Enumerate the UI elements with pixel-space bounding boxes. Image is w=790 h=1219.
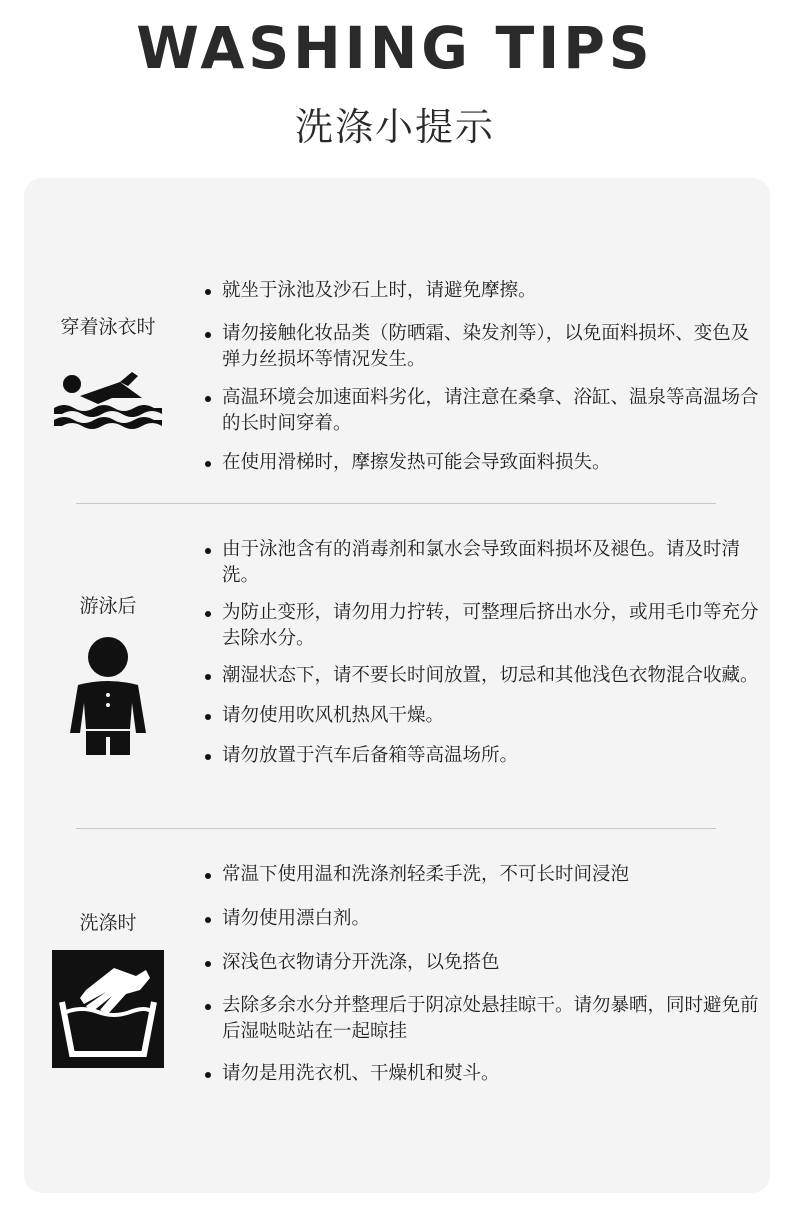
tip-item: 高温环境会加速面料劣化，请注意在桑拿、浴缸、温泉等高温场合的长时间穿着。 bbox=[202, 385, 762, 437]
tip-item: 在使用滑梯时，摩擦发热可能会导致面料损失。 bbox=[202, 450, 762, 476]
section-divider bbox=[76, 503, 716, 504]
tip-item: 请勿放置于汽车后备箱等高温场所。 bbox=[202, 743, 762, 769]
section-label: 游泳后 bbox=[79, 595, 137, 617]
tip-item: 潮湿状态下，请不要长时间放置，切忌和其他浅色衣物混合收藏。 bbox=[202, 663, 762, 689]
hand-wash-icon bbox=[52, 950, 164, 1072]
tip-item: 由于泳池含有的消毒剂和氯水会导致面料损坏及褪色。请及时清洗。 bbox=[202, 537, 762, 589]
swimmer-icon bbox=[50, 364, 166, 434]
tip-item: 为防止变形，请勿用力拧转，可整理后挤出水分，或用毛巾等充分去除水分。 bbox=[202, 600, 762, 652]
tips-list bbox=[202, 278, 762, 476]
tip-item: 请勿使用吹风机热风干燥。 bbox=[202, 703, 762, 729]
page-title: WASHING TIPS bbox=[136, 14, 654, 82]
tips-panel bbox=[24, 178, 770, 1193]
section-label: 洗涤时 bbox=[79, 912, 137, 934]
section-divider bbox=[76, 828, 716, 829]
tips-list bbox=[202, 862, 762, 1087]
section-label: 穿着泳衣时 bbox=[60, 316, 156, 338]
tip-item: 就坐于泳池及沙石上时，请避免摩擦。 bbox=[202, 278, 762, 304]
tip-item: 深浅色衣物请分开洗涤，以免搭色 bbox=[202, 950, 762, 976]
page-subtitle: 洗涤小提示 bbox=[294, 105, 495, 149]
tip-item: 常温下使用温和洗涤剂轻柔手洗，不可长时间浸泡 bbox=[202, 862, 762, 888]
tip-item: 请勿接触化妆品类（防晒霜、染发剂等），以免面料损坏、变色及弹力丝损坏等情况发生。 bbox=[202, 321, 762, 373]
tip-item: 请勿使用漂白剂。 bbox=[202, 906, 762, 932]
tip-item: 请勿是用洗衣机、干燥机和熨斗。 bbox=[202, 1061, 762, 1087]
person-icon bbox=[68, 633, 148, 763]
tip-item: 去除多余水分并整理后于阴凉处悬挂晾干。请勿暴晒，同时避免前后湿哒哒站在一起晾挂 bbox=[202, 993, 762, 1045]
tips-list bbox=[202, 537, 762, 769]
